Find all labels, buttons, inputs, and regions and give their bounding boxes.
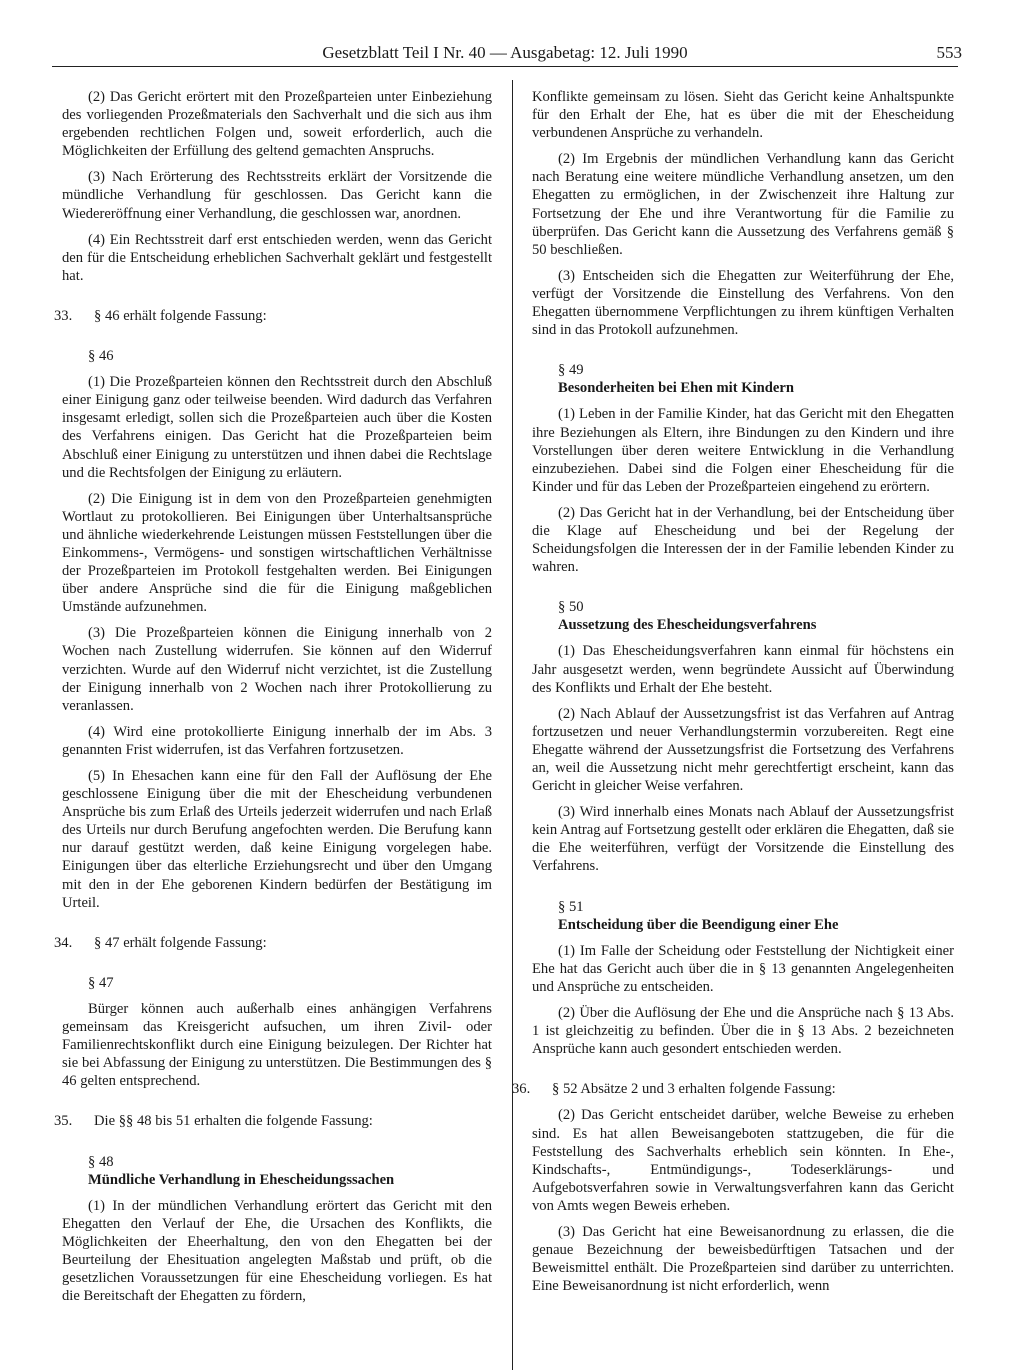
paragraph: (2) Nach Ablauf der Aussetzungsfrist ist das Verfahren auf Antrag fortzusetzen und neuer Verhandlungstermin vorzubereiten. Regt eine Ehegatte während der Aussetzungsfrist die Fortsetzung des Verfahrens an, weil die Aussetzung nicht mehr gerechtfertigt erscheint, kann das Gericht in gleicher Weise verfahren. (532, 705, 954, 795)
item-number: 34. (54, 934, 73, 951)
section-heading: Besonderheiten bei Ehen mit Kindern (558, 380, 794, 397)
paragraph: (4) Ein Rechtsstreit darf erst entschieden werden, wenn das Gericht den für die Entscheidung erheblichen Sachverhalt geklärt und festgestellt hat. (62, 231, 492, 284)
paragraph: (2) Die Einigung ist in dem von den Prozeßparteien genehmigten Wortlaut zu protokollieren. Bei Einigungen über Unterhaltsansprüche und ähnliche wiederkehrende Leistungen müssen Feststellungen über die Einkommens-, Vermögens- und sonstigen wirtschaftlichen Verhältnisse der Prozeßparteien im Protokoll festgehalten werden. Bei Einigungen über andere Ansprüche sind die für die Einigung maßgeblichen Umstände aufzunehmen. (62, 490, 492, 616)
paragraph: (1) Die Prozeßparteien können den Rechtsstreit durch den Abschluß einer Einigung ganz oder teilweise beenden. Wird dadurch das Verfahren insgesamt erledigt, sollen sich die Prozeßparteien auch über die Kosten des Verfahrens einigen. Das Gericht hat die Prozeßparteien beim Abschluß einer Einigung zu unterstützen und ihnen dabei die Rechtslage und die Rechtsfolgen der Einigung zu erläutern. (62, 374, 492, 481)
paragraph: (2) Im Ergebnis der mündlichen Verhandlung kann das Gericht nach Beratung eine weitere mündliche Verhandlung ansetzen, um den Ehegatten zu ermöglichen, in der Zwischenzeit ihre Haltung zur Fortsetzung der Ehe und ihre Verantwortung für die Familie zu überprüfen. Das Gericht kann die Aussetzung des Verfahrens gemäß § 50 beschließen. (532, 151, 954, 258)
paragraph: (2) Das Gericht hat in der Verhandlung, bei der Entscheidung über die Klage auf Ehescheidung und bei der Regelung der Scheidungsfolgen die Interessen der in der Familie lebenden Kinder zu wahren. (532, 504, 954, 576)
section-number: § 48 (88, 1153, 114, 1170)
item-text: § 47 erhält folgende Fassung: (94, 934, 267, 951)
section-heading: Entscheidung über die Beendigung einer Ehe (558, 916, 839, 933)
left-column (54, 88, 492, 1305)
paragraph: (3) Das Gericht hat eine Beweisanordnung zu erlassen, die die genaue Bezeichnung der beweisbedürftigen Tatsachen und der Beweismittel enthält. Die Prozeßparteien sind darüber zu unterrichten. Eine Beweisanordnung ist nicht erforderlich, wenn (532, 1223, 954, 1295)
section-number: § 50 (558, 599, 584, 616)
page-header (52, 40, 962, 67)
paragraph: Bürger können auch außerhalb eines anhängigen Verfahrens gemeinsam das Kreisgericht aufsuchen, um ihren Zivil- oder Familienrechtskonflikt durch eine Einigung beizulegen. Der Richter hat sie bei Abfassung der Einigung zu unterstützen. Die Bestimmungen des § 46 gelten entsprechend. (62, 1000, 492, 1090)
paragraph: (1) Im Falle der Scheidung oder Feststellung der Nichtigkeit einer Ehe hat das Gericht auch über die in § 13 genannten Angelegenheiten und Ansprüche zu entscheiden. (532, 942, 954, 995)
paragraph: (5) In Ehesachen kann eine für den Fall der Auflösung der Ehe geschlossene Einigung über die mit der Ehescheidung verbundenen Ansprüche bis zum Erlaß des Urteils jederzeit widerrufen und nach Erlaß des Urteils nur durch Berufung angefochten werden. Die Berufung kann nur darauf gestützt werden, daß keine Einigung vorgelegen habe. Einigungen über das elterliche Erziehungsrecht und über den Umgang mit den in der Ehe geborenen Kindern bedürfen der Bestätigung im Urteil. (62, 768, 492, 911)
amendment-item-34 (54, 934, 492, 952)
section-number: § 46 (88, 348, 114, 365)
paragraph: (2) Über die Auflösung der Ehe und die Ansprüche nach § 13 Abs. 1 ist gleichzeitig zu befinden. Über die in § 13 Abs. 2 bezeichneten Ansprüche kann auch gesondert entschieden werden. (532, 1005, 954, 1058)
amendment-item-36 (512, 1080, 954, 1098)
section-number: § 47 (88, 974, 114, 991)
amendment-item-33 (54, 307, 492, 325)
paragraph: (2) Das Gericht erörtert mit den Prozeßparteien unter Einbeziehung des vorliegenden Prozeßmaterials den Sachverhalt und die sich aus ihm ergebenden rechtlichen Folgen und, soweit erforderlich, auch die Möglichkeiten der Erfüllung des geltend gemachten Anspruchs. (62, 89, 492, 160)
item-number: 33. (54, 307, 73, 324)
item-number: 36. (512, 1081, 531, 1098)
section-heading: Mündliche Verhandlung in Ehescheidungssachen (88, 1171, 395, 1188)
paragraph: (1) Das Ehescheidungsverfahren kann einmal für höchstens ein Jahr ausgesetzt werden, wenn begründete Aussicht auf Überwindung des Konflikts und Erhalt der Ehe besteht. (532, 643, 954, 696)
section-heading: Aussetzung des Ehescheidungsverfahrens (558, 617, 817, 634)
paragraph: (3) Die Prozeßparteien können die Einigung innerhalb von 2 Wochen nach Zustellung widerrufen. Sie können auf den Widerruf verzichten. Wurde auf den Widerruf nicht verzichtet, ist die Zustellung der Einigung innerhalb von 2 Wochen nach ihrer Protokollierung zu veranlassen. (62, 625, 492, 714)
paragraph: (3) Wird innerhalb eines Monats nach Ablauf der Aussetzungsfrist kein Antrag auf Fortsetzung gestellt oder erklären die Ehegatten, daß sie die Ehe weiterführen, verfügt der Vorsitzende die Einstellung des Verfahrens. (532, 804, 954, 875)
paragraph-continued: Konflikte gemeinsam zu lösen. Sieht das Gericht keine Anhaltspunkte für den Erhalt der Ehe, hat es über die mit der Ehescheidung verbundenen Ansprüche zu verhandeln. (532, 89, 954, 142)
paragraph: (1) In der mündlichen Verhandlung erörtert das Gericht mit den Ehegatten den Verlauf der Ehe, die Ursachen des Konflikts, die Möglichkeiten der Eheerhaltung, den von den Ehegatten bei der Beurteilung der Ehesituation angelegten Maßstab und prüft, ob die gesetzlichen Voraussetzungen für eine Ehescheidung vorliegen. Es hat die Bereitschaft der Ehegatten zu fördern, (62, 1197, 492, 1305)
paragraph: (1) Leben in der Familie Kinder, hat das Gericht mit den Ehegatten ihre Beziehungen als Eltern, ihre Bindungen zu den Kindern und ihre Vorstellungen über deren weitere Entwicklung in die Verhandlung einzubeziehen. Dabei sind die Folgen einer Ehescheidung für die Kinder und für das Leben der Prozeßparteien eingehend zu erörtern. (532, 406, 954, 495)
paragraph: (4) Wird eine protokollierte Einigung innerhalb der im Abs. 3 genannten Frist widerrufen, ist das Verfahren fortzusetzen. (62, 723, 492, 758)
section-number: § 49 (558, 362, 584, 379)
amendment-item-35 (54, 1112, 492, 1130)
item-text: § 52 Absätze 2 und 3 erhalten folgende Fassung: (552, 1081, 836, 1098)
item-text: Die §§ 48 bis 51 erhalten die folgende Fassung: (94, 1113, 373, 1130)
item-number: 35. (54, 1113, 73, 1130)
page-number: 553 (936, 43, 962, 62)
header-title: Gesetzblatt Teil I Nr. 40 — Ausgabetag: 12. Juli 1990 (322, 43, 688, 62)
paragraph: (3) Entscheiden sich die Ehegatten zur Weiterführung der Ehe, verfügt der Vorsitzende die Einstellung des Verfahrens. Von den Ehegatten übernommene Verpflichtungen zu ihrem künftigen Verhalten sind in das Protokoll aufzunehmen. (532, 267, 954, 339)
column-divider (512, 80, 513, 1370)
section-number: § 51 (558, 898, 584, 915)
paragraph: (3) Nach Erörterung des Rechtsstreits erklärt der Vorsitzende die mündliche Verhandlung für geschlossen. Das Gericht kann die Wiedereröffnung einer Verhandlung, die geschlossen war, anordnen. (62, 169, 492, 222)
paragraph: (2) Das Gericht entscheidet darüber, welche Beweise zu erheben sind. Es hat allen Beweisangeboten stattzugeben, die für die Feststellung des Sachverhalts erheblich sein könnten. In Ehe-, Kindschafts-, Entmündigungs-, Todeserklärungs- und Aufgebotsverfahren sowie in Verwaltungsverfahren kann das Gericht von Amts wegen Beweis erheben. (532, 1107, 954, 1214)
item-text: § 46 erhält folgende Fassung: (94, 307, 267, 324)
right-column (512, 88, 954, 1295)
